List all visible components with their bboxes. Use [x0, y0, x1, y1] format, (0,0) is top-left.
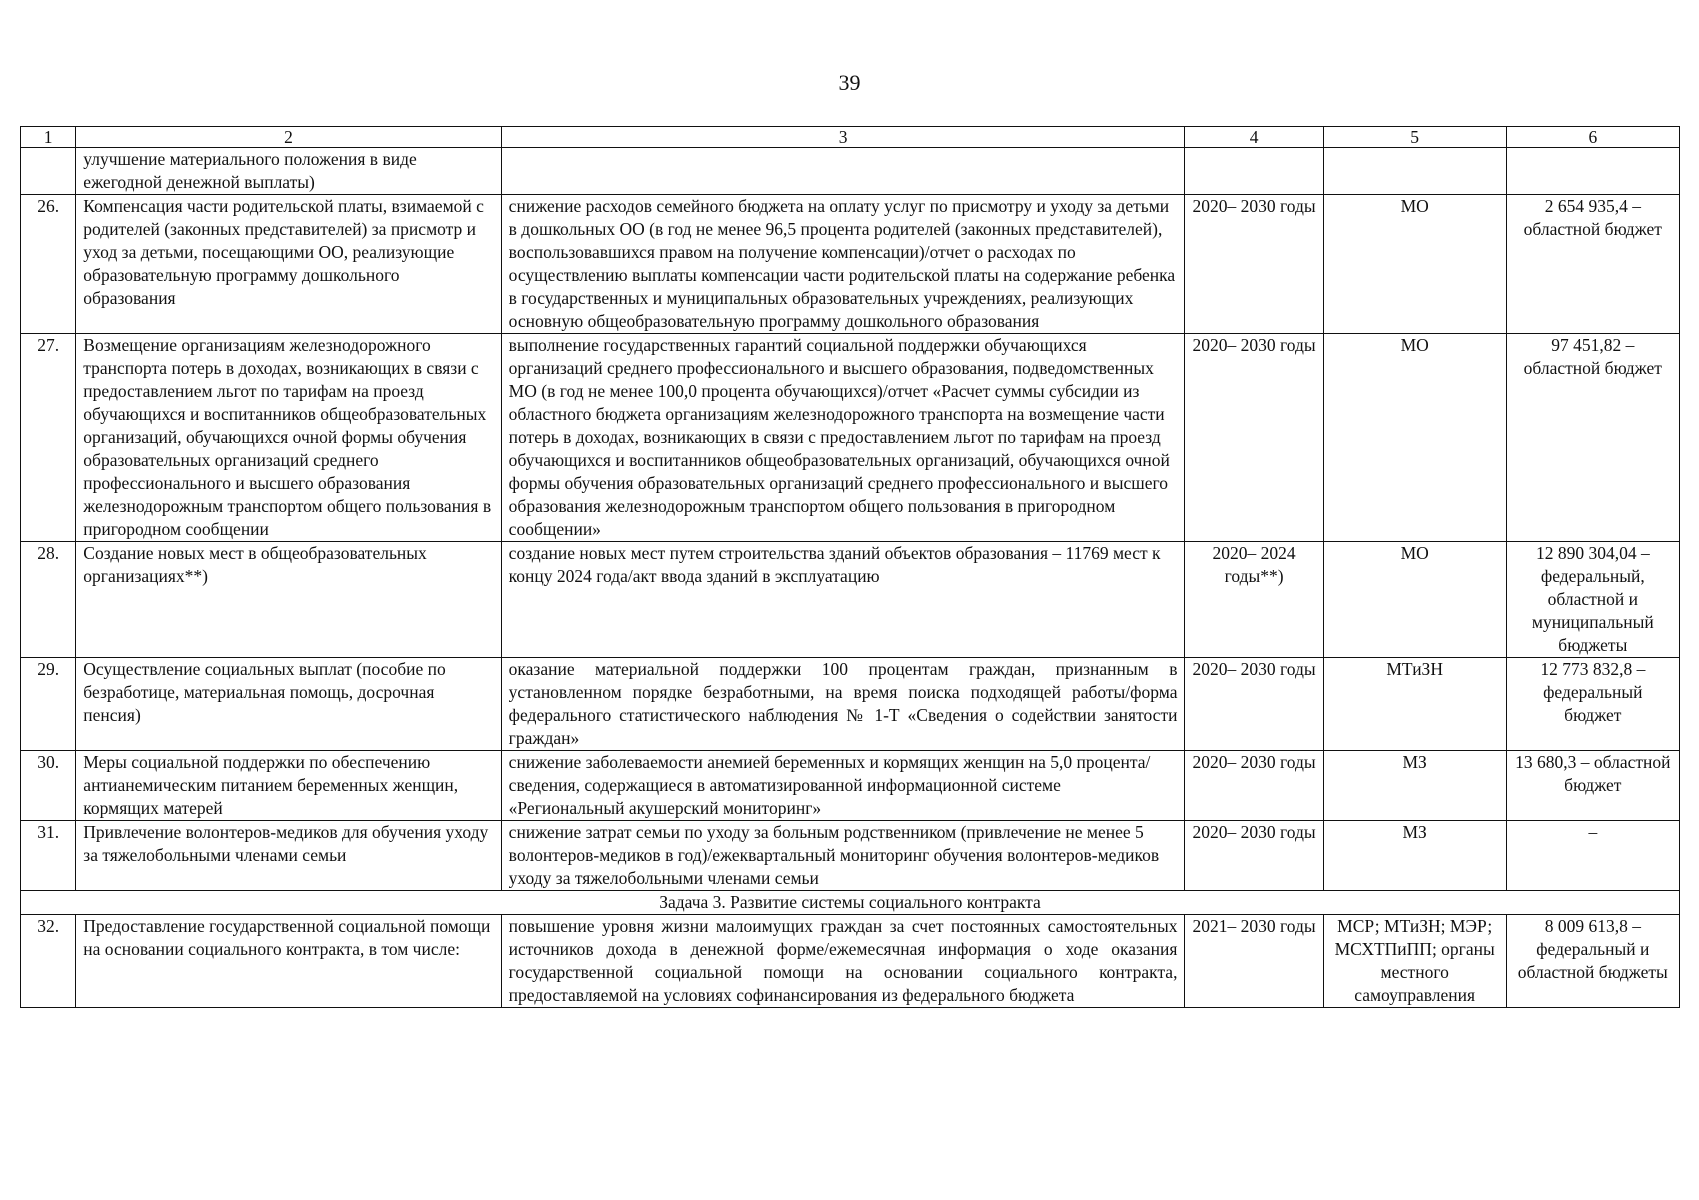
page-number: 39 [838, 70, 861, 95]
row-number: 31. [21, 821, 76, 891]
expected-result: повышение уровня жизни малоимущих граждан за счет постоянных самостоятельных источников дохода в денежной форме/ежемесячная информация о ходе оказания государственной социальной помощи на основании социального контракта, предоставляемой на условиях софинансирования из федерального бюджета [501, 915, 1185, 1008]
funding: 8 009 613,8 – федеральный и областной бюджеты [1506, 915, 1679, 1008]
measure-name: Меры социальной поддержки по обеспечению антианемическим питанием беременных женщин, кормящих матерей [76, 751, 501, 821]
funding: 13 680,3 – областной бюджет [1506, 751, 1679, 821]
table-row [21, 915, 1680, 1008]
section-row [21, 891, 1680, 915]
executor: МО [1323, 334, 1506, 542]
implementation-years: 2020– 2024 годы**) [1185, 542, 1323, 658]
header-col-6: 6 [1506, 127, 1679, 148]
table-row [21, 821, 1680, 891]
funding: – [1506, 821, 1679, 891]
table-row [21, 751, 1680, 821]
continued-years [1185, 148, 1323, 195]
row-number: 27. [21, 334, 76, 542]
executor: МТиЗН [1323, 658, 1506, 751]
expected-result: снижение заболеваемости анемией беременных и кормящих женщин на 5,0 процента/сведения, содержащиеся в автоматизированной информационной системе «Региональный акушерский мониторинг» [501, 751, 1185, 821]
measure-name: Создание новых мест в общеобразовательных организациях**) [76, 542, 501, 658]
continued-row [21, 148, 1680, 195]
implementation-years: 2020– 2030 годы [1185, 658, 1323, 751]
funding: 97 451,82 – областной бюджет [1506, 334, 1679, 542]
executor: МСР; МТиЗН; МЭР; МСХТПиПП; органы местного самоуправления [1323, 915, 1506, 1008]
measure-name: Компенсация части родительской платы, взимаемой с родителей (законных представителей) за присмотр и уход за детьми, посещающими ОО, реализующие образовательную программу дошкольного образования [76, 195, 501, 334]
executor: МЗ [1323, 751, 1506, 821]
header-col-2: 2 [76, 127, 501, 148]
row-number: 30. [21, 751, 76, 821]
row-number: 26. [21, 195, 76, 334]
implementation-years: 2020– 2030 годы [1185, 195, 1323, 334]
continued-result [501, 148, 1185, 195]
executor: МО [1323, 195, 1506, 334]
table-row [21, 195, 1680, 334]
section-title: Задача 3. Развитие системы социального контракта [21, 891, 1680, 915]
implementation-years: 2021– 2030 годы [1185, 915, 1323, 1008]
expected-result: создание новых мест путем строительства зданий объектов образования – 11769 мест к концу 2024 года/акт ввода зданий в эксплуатацию [501, 542, 1185, 658]
funding: 2 654 935,4 – областной бюджет [1506, 195, 1679, 334]
expected-result: выполнение государственных гарантий социальной поддержки обучающихся организаций среднего профессионального и высшего образования, подведомственных МО (в год не менее 100,0 процента обучающихся)/отчет «Расчет суммы субсидии из областного бюджета организациям железнодорожного транспорта на возмещение части потерь в доходах, возникающих в связи с предоставлением льгот по тарифам на проезд обучающихся и воспитанников общеобразовательных организаций, обучающихся очной формы обучения образовательных организаций среднего профессионального и высшего образования железнодорожным транспортом общего пользования в пригородном сообщении» [501, 334, 1185, 542]
header-col-3: 3 [501, 127, 1185, 148]
expected-result: снижение затрат семьи по уходу за больным родственником (привлечение не менее 5 волонтеров-медиков в год)/ежеквартальный мониторинг обучения волонтеров-медиков уходу за тяжелобольными членами семьи [501, 821, 1185, 891]
measure-name: Привлечение волонтеров-медиков для обучения уходу за тяжелобольными членами семьи [76, 821, 501, 891]
header-col-4: 4 [1185, 127, 1323, 148]
executor: МЗ [1323, 821, 1506, 891]
measure-name: Возмещение организациям железнодорожного транспорта потерь в доходах, возникающих в связи с предоставлением льгот по тарифам на проезд обучающихся и воспитанников общеобразовательных организаций, обучающихся очной формы обучения образовательных организаций среднего профессионального и высшего образования железнодорожным транспортом общего пользования в пригородном сообщении [76, 334, 501, 542]
row-number: 32. [21, 915, 76, 1008]
expected-result: снижение расходов семейного бюджета на оплату услуг по присмотру и уходу за детьми в дошкольных ОО (в год не менее 96,5 процента родителей (законных представителей), воспользовавшихся правом на получение компенсации)/отчет о расходах по осуществлению выплаты компенсации части родительской платы на содержание ребенка в государственных и муниципальных образовательных учреждениях, реализующих основную общеобразовательную программу дошкольного образования [501, 195, 1185, 334]
funding: 12 773 832,8 – федеральный бюджет [1506, 658, 1679, 751]
header-col-5: 5 [1323, 127, 1506, 148]
executor: МО [1323, 542, 1506, 658]
row-number: 28. [21, 542, 76, 658]
expected-result: оказание материальной поддержки 100 процентам граждан, признанным в установленном порядке безработными, на время поиска подходящей работы/форма федерального статистического наблюдения № 1-Т «Сведения о содействии занятости граждан» [501, 658, 1185, 751]
continued-name: улучшение материального положения в виде ежегодной денежной выплаты) [76, 148, 501, 195]
measures-table [20, 126, 1680, 1008]
continued-executor [1323, 148, 1506, 195]
implementation-years: 2020– 2030 годы [1185, 821, 1323, 891]
continued-funding [1506, 148, 1679, 195]
funding: 12 890 304,04 – федеральный, областной и муниципальный бюджеты [1506, 542, 1679, 658]
table-row [21, 334, 1680, 542]
implementation-years: 2020– 2030 годы [1185, 334, 1323, 542]
measure-name: Осуществление социальных выплат (пособие по безработице, материальная помощь, досрочная пенсия) [76, 658, 501, 751]
table-row [21, 658, 1680, 751]
continued-num [21, 148, 76, 195]
row-number: 29. [21, 658, 76, 751]
measure-name: Предоставление государственной социальной помощи на основании социального контракта, в том числе: [76, 915, 501, 1008]
header-col-1: 1 [21, 127, 76, 148]
header-row [21, 127, 1680, 148]
implementation-years: 2020– 2030 годы [1185, 751, 1323, 821]
table-row [21, 542, 1680, 658]
